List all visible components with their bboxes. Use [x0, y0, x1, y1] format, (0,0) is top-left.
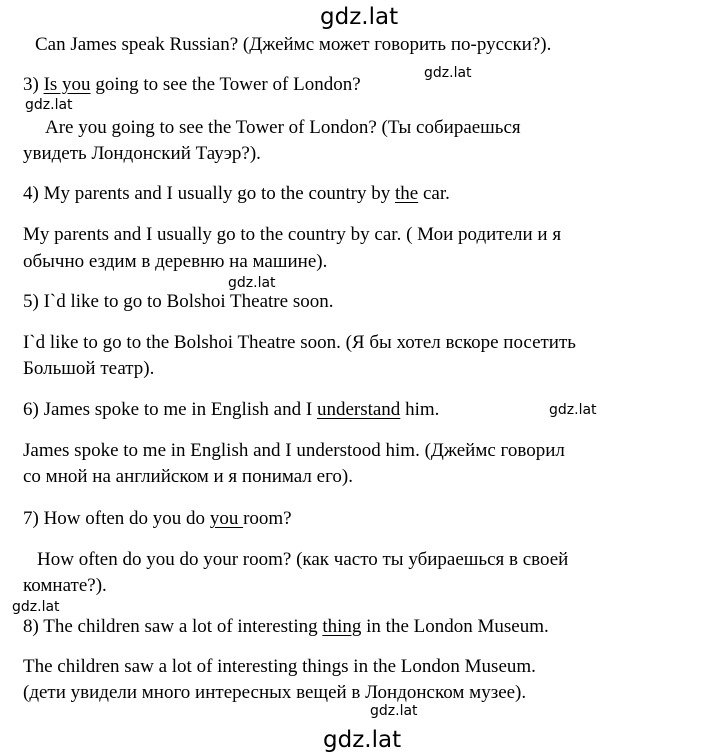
answer-line: со мной на английском и я понимал его).: [23, 466, 353, 487]
exercise-item-8: 8) The children saw a lot of interesting thing in the London Museum.: [23, 616, 549, 637]
underlined-error: Is you: [43, 74, 91, 95]
exercise-item-4: 4) My parents and I usually go to the country by the car.: [23, 183, 450, 204]
watermark: gdz.lat: [228, 275, 276, 291]
answer-line: (дети увидели много интересных вещей в Лондонском музее).: [23, 682, 527, 703]
watermark-bottom: gdz.lat: [323, 727, 402, 753]
answer-line: комнате?).: [23, 575, 107, 596]
answer-line: How often do you do your room? (как часто ты убираешься в своей: [37, 549, 569, 570]
watermark: gdz.lat: [549, 402, 597, 418]
watermark: gdz.lat: [12, 599, 60, 615]
exercise-item-5: 5) I`d like to go to Bolshoi Theatre soon.: [23, 291, 334, 312]
watermark-top: gdz.lat: [320, 4, 399, 30]
exercise-item-6: 6) James spoke to me in English and I understand him.: [23, 399, 440, 420]
answer-line: James spoke to me in English and I understood him. (Джеймс говорил: [23, 440, 565, 461]
watermark: gdz.lat: [25, 97, 73, 113]
watermark: gdz.lat: [424, 65, 472, 81]
underlined-error: the: [395, 183, 419, 204]
answer-line: увидеть Лондонский Тауэр?).: [23, 143, 261, 164]
answer-line: обычно ездим в деревню на машине).: [23, 251, 328, 272]
watermark: gdz.lat: [370, 703, 418, 719]
text-line: Can James speak Russian? (Джеймс может говорить по-русски?).: [35, 34, 552, 55]
answer-line: My parents and I usually go to the country by car. ( Мои родители и я: [23, 224, 562, 245]
answer-line: Are you going to see the Tower of London? (Ты собираешься: [45, 117, 521, 138]
underlined-error: thing: [322, 616, 362, 637]
exercise-item-7: 7) How often do you do you room?: [23, 508, 292, 529]
answer-line: The children saw a lot of interesting things in the London Museum.: [23, 656, 536, 677]
underlined-error: you: [209, 508, 244, 529]
answer-line: I`d like to go to the Bolshoi Theatre soon. (Я бы хотел вскоре посетить: [23, 332, 576, 353]
underlined-error: understand: [316, 399, 401, 420]
answer-line: Большой театр).: [23, 358, 155, 379]
exercise-item-3: 3) Is you going to see the Tower of London?: [23, 74, 361, 95]
